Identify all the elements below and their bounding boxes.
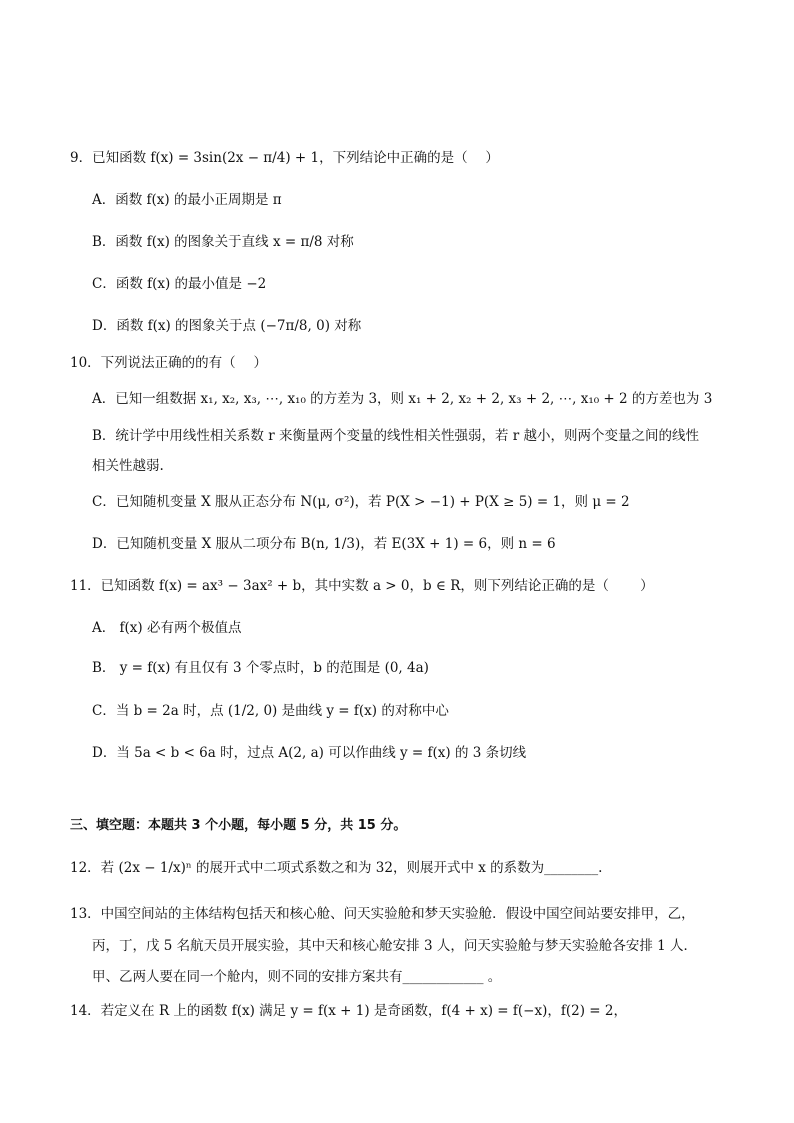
q11-option-c: C．当 b = 2a 时，点 (1/2, 0) 是曲线 y = f(x) 的对称中心 <box>92 703 449 719</box>
q9-option-b: B．函数 f(x) 的图象关于直线 x = π/8 对称 <box>92 234 354 250</box>
q11-option-a: A． f(x) 必有两个极值点 <box>92 620 242 636</box>
q11-option-b: B． y = f(x) 有且仅有 3 个零点时，b 的范围是 (0, 4a) <box>92 660 429 676</box>
q13-line-1: 13．中国空间站的主体结构包括天和核心舱、问天实验舱和梦天实验舱．假设中国空间站要安排甲，乙， <box>70 906 695 922</box>
q13-line-3: 甲、乙两人要在同一个舱内，则不同的安排方案共有____________ 。 <box>92 969 502 985</box>
section-header: 三、填空题：本题共 3 个小题，每小题 5 分，共 15 分。 <box>70 818 407 833</box>
q10-option-c: C．已知随机变量 X 服从正态分布 N(μ, σ²)，若 P(X > −1) + P(X ≥ 5) = 1，则 μ = 2 <box>92 494 630 510</box>
q9-option-c: C．函数 f(x) 的最小值是 −2 <box>92 276 267 292</box>
q9-option-d: D．函数 f(x) 的图象关于点 (−7π/8, 0) 对称 <box>92 318 362 334</box>
q12-text: 12．若 (2x − 1/x)ⁿ 的展开式中二项式系数之和为 32，则展开式中 x 的系数为________. <box>70 860 603 876</box>
q11-option-d: D．当 5a < b < 6a 时，过点 A(2, a) 可以作曲线 y = f(x) 的 3 条切线 <box>92 745 527 761</box>
q13-line-2: 丙，丁，戊 5 名航天员开展实验，其中天和核心舱安排 3 人，问天实验舱与梦天实验舱各安排 1 人． <box>92 938 698 954</box>
q14-text: 14．若定义在 R 上的函数 f(x) 满足 y = f(x + 1) 是奇函数，f(4 + x) = f(−x)，f(2) = 2， <box>70 1003 627 1019</box>
q10-option-a: A．已知一组数据 x₁, x₂, x₃, ⋯, x₁₀ 的方差为 3，则 x₁ + 2, x₂ + 2, x₃ + 2, ⋯, x₁₀ + 2 的方差也为 3 <box>92 391 713 407</box>
q10-option-d: D．已知随机变量 X 服从二项分布 B(n, 1/3)，若 E(3X + 1) = 6，则 n = 6 <box>92 536 556 552</box>
q9-stem: 9．已知函数 f(x) = 3sin(2x − π/4) + 1，下列结论中正确的是（ ） <box>70 150 499 166</box>
q10-option-b-cont: 相关性越弱. <box>92 458 164 474</box>
q9-option-a: A．函数 f(x) 的最小正周期是 π <box>92 192 282 208</box>
q11-stem: 11．已知函数 f(x) = ax³ − 3ax² + b，其中实数 a > 0，b ∈ R，则下列结论正确的是（ ） <box>70 578 654 594</box>
q10-stem: 10．下列说法正确的的有（ ） <box>70 355 267 371</box>
q10-option-b: B．统计学中用线性相关系数 r 来衡量两个变量的线性相关性强弱，若 r 越小，则两个变量之间的线性 <box>92 428 699 444</box>
